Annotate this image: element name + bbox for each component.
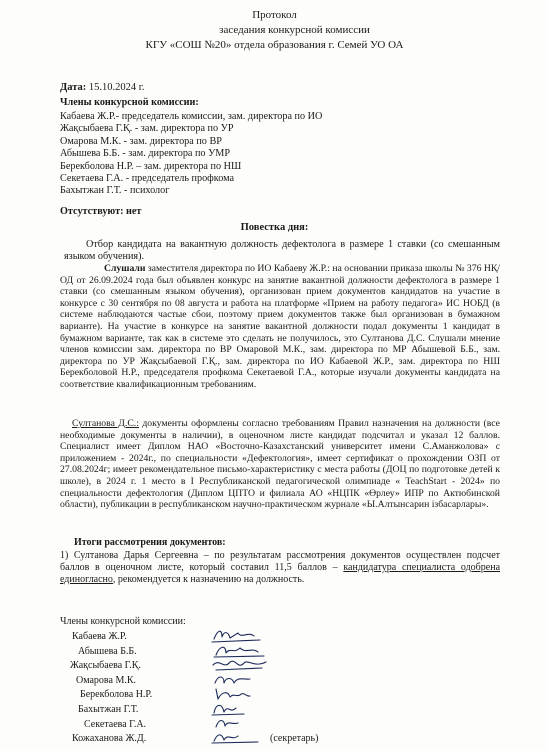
results-text — [60, 550, 500, 586]
members-heading: Члены конкурсной комиссии: — [60, 97, 199, 108]
heard-text: заместителя директора по ИО Кабаеву Ж.Р.: на основании приказа школы № 376 НҚ/ОД от 26.09.2024 года был объявлен конкурс на занятие вакантной должности дефектолога в размере 1 ставки (со смешанным языком обучения), организован прием документов кандидатов на участие в конкурсе с 30 сентября по 08 августа и работа на платформе «Прием на работу педагога» ИС НОБД (в системе наблюдаются частые сбои, поэтому прием документов также был организован в бумажном варианте). На участие в конкурсе на занятие вакантной должности подал документы 1 кандидат в бумажном варианте, так как в системе это сделать не получилось, это Султанова Д.С. Слушали мнение членов комиссии зам. директора по ВР Омаровой М.К., зам. директора по МР Абышевой Б.Б., зам. директора по УР Жақсыбаевой Г.Қ., зам. директора по ИО Кабаевой Ж.Р., зам. директора по НШ Берекболовой Н.Р., председателя профкома Секетаевой Г.А., которые изучали документы кандидата на соответствие квалификационным требованиям. — [60, 263, 500, 390]
signatory-name: Кожаханова Ж.Д. — [72, 733, 147, 745]
member-item: Берекболова Н.Р. – зам. директора по НШ — [60, 160, 242, 172]
signatory-name: Секетаева Г.А. — [84, 718, 147, 730]
signatory-name: Омарова М.К. — [76, 674, 137, 686]
members-list — [60, 111, 322, 198]
member-item: Омарова М.К. - зам. директора по ВР — [60, 135, 222, 147]
signature-mark — [210, 729, 270, 747]
member-item: Жақсыбаева Г.Қ. - зам. директора по УР — [60, 123, 234, 135]
candidate-paragraph — [60, 418, 500, 511]
document-subtitle: заседания конкурсной комиссии — [219, 24, 370, 36]
results-part-3: , рекомендуется к назначению на должность. — [112, 574, 305, 586]
candidate-text: документы оформлены согласно требованиям Правил назначения на должности (все необходимые документы в наличии), в оценочном листе кандидат подсчитал и указал 12 баллов. Специалист имеет Диплом НАО «Восточно-Казахстанский университет имени С.Аманжолова» с приложением - 2024г., по специальности «Дефектология», имеет сертификат о прохождении ОЗП от 27.08.2024г; имеет рекомендательное письмо-характеристику с места работы (ДОЦ по подготовке детей к школе), в 2024 г. 1 место в I Республиканской педагогической олимпиаде « TeachStart - 2024» по специальности дефектология (Диплом ЦПТО и филиала АО «НЦПК «Өрлеу» ИПР по Актюбинской области), публикации в республиканском научно-практическом журнале «Ы.Алтынсарин ізбасарлары». — [60, 418, 500, 511]
results-heading: Итоги рассмотрения документов: — [74, 537, 226, 548]
heard-paragraph — [60, 263, 500, 391]
signatory-name: Жақсыбаева Г.Қ. — [70, 660, 141, 672]
signatory-name: Абышева Б.Б. — [78, 645, 137, 657]
secretary-note: (секретарь) — [270, 733, 319, 745]
agenda-text: Отбор кандидата на вакантную должность дефектолога в размере 1 ставки (со смешанным языком обучения). — [64, 239, 500, 263]
document-title: Протокол — [252, 9, 297, 21]
candidate-name: Султанова Д.С.: — [72, 418, 139, 429]
signatures-heading: Члены конкурсной комиссии: — [60, 616, 186, 627]
document-header — [0, 8, 549, 53]
signatory-name: Бахытжан Г.Т. — [78, 703, 139, 715]
member-item: Кабаева Ж.Р.- председатель комиссии, зам. директора по ИО — [60, 111, 323, 122]
member-item: Абышева Б.Б. - зам. директора по УМР — [60, 148, 231, 160]
agenda-heading: Повестка дня: — [240, 222, 309, 233]
results-decision: кандидатура специалиста одобрена единогласно — [60, 562, 501, 586]
date-value: 15.10.2024 г. — [88, 82, 145, 93]
organization-name: КГУ «СОШ №20» отдела образования г. Семей УО ОА — [145, 39, 404, 51]
member-item: Бахытжан Г.Т. - психолог — [60, 185, 170, 197]
signatory-name: Кабаева Ж.Р. — [72, 631, 127, 642]
date-label: Дата: — [60, 82, 87, 93]
results-part-1: 1) Султанова Дарья Сергеевна – по результатам рассмотрения документов осуществлен подсчет баллов в оценочном листе, который составил 11,5 баллов – — [60, 550, 500, 574]
member-item: Секетаева Г.А. - председатель профкома — [60, 173, 235, 185]
absent-line: Отсутствуют: нет — [60, 206, 142, 217]
heard-label: Слушали — [104, 263, 146, 274]
signatory-name: Берекболова Н.Р. — [80, 689, 153, 701]
meeting-date — [60, 82, 145, 93]
